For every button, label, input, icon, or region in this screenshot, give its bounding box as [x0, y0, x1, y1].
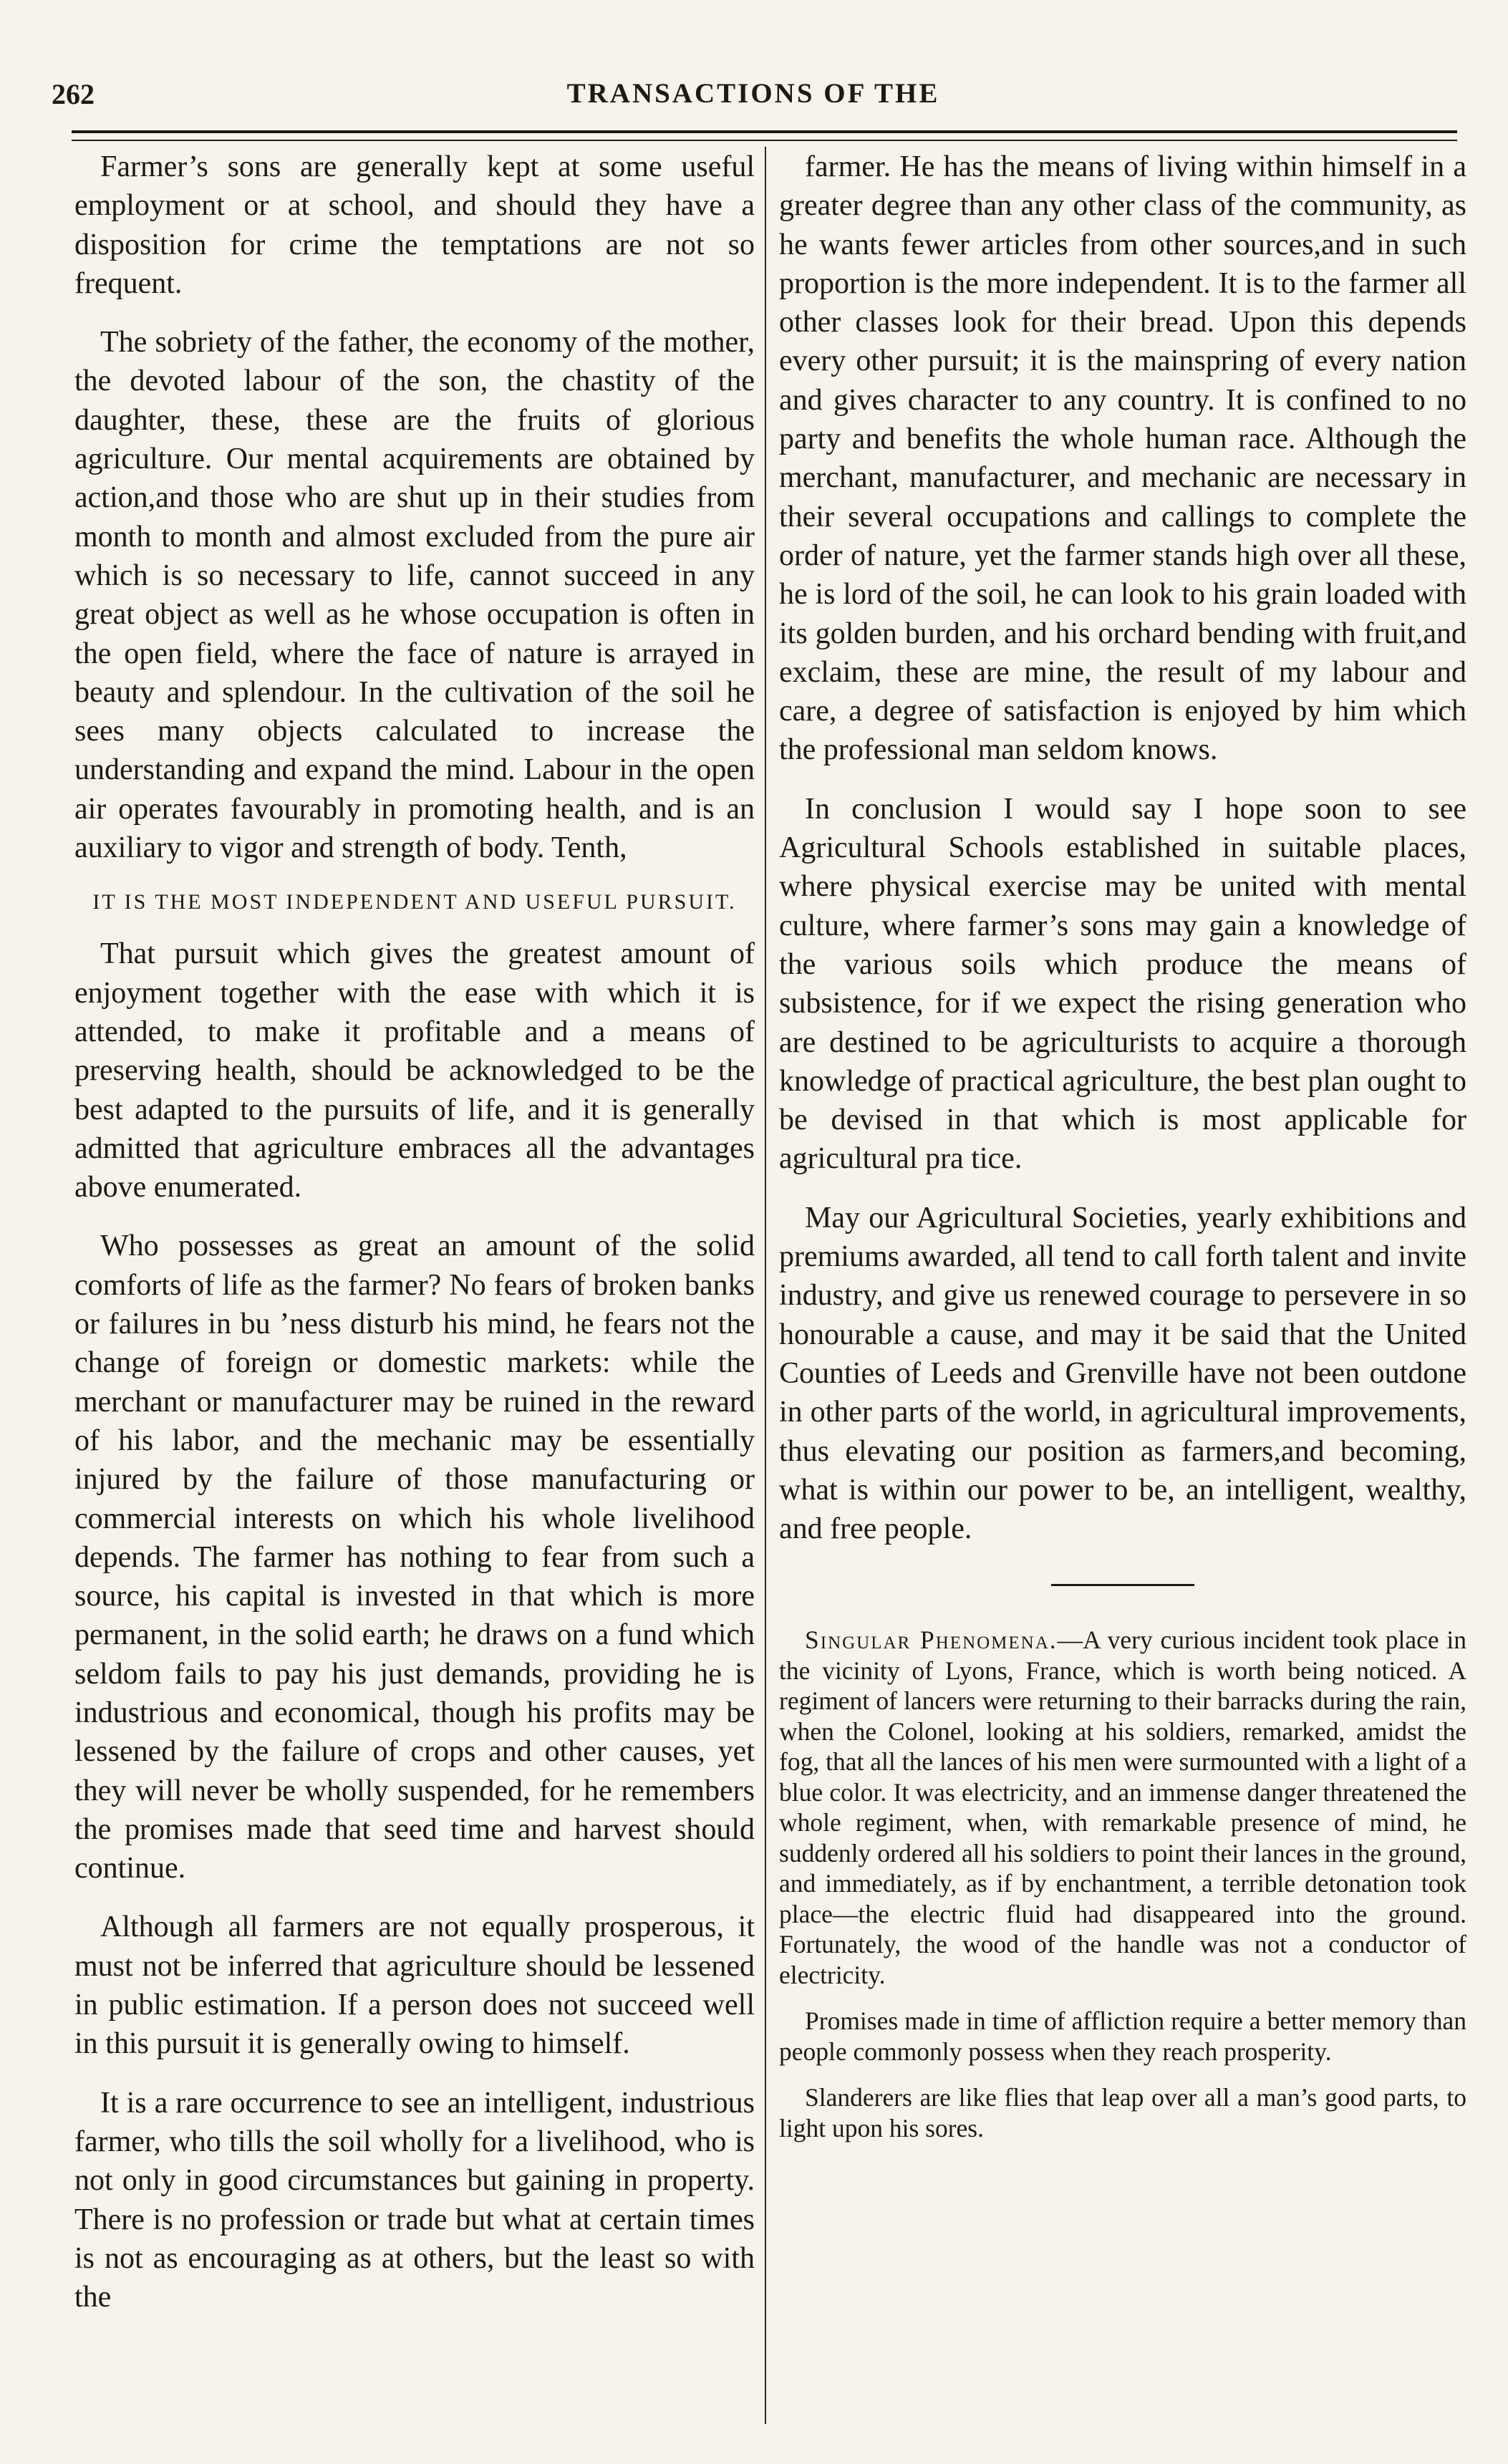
miscellany — [779, 1625, 1466, 2143]
column-divider — [765, 147, 766, 2424]
paragraph: That pursuit which gives the greatest amount of enjoyment together with the ease with which it is attended, to make it profitable and a means of preserving health, should be acknowledged to be the best adapted to the pursuits of life, and it is generally admitted that agriculture embraces all the advantages above enumerated. — [74, 937, 755, 1204]
page-header — [52, 77, 1455, 120]
paragraph: May our Agricultural Societies, yearly exhibitions and premiums awarded, all tend to call forth talent and invite industry, and give us renewed courage to persevere in so honourable a cause, and may it be said that the United Counties of Leeds and Grenville have not been outdone in other parts of the world, in agricultural improvements, thus elevating our position as farmers,and becoming, what is within our power to be, an intelligent, wealthy, and free people. — [779, 1201, 1466, 1546]
paragraph: It is a rare occurrence to see an intelligent, industrious farmer, who tills the soil wholly for a livelihood, who is not only in good circumstances but gaining in property. There is no profession or trade but what at certain times is not as encouraging as at others, but the least so with the — [74, 2086, 755, 2314]
paragraph: Who possesses as great an amount of the solid comforts of life as the farmer? No fears of broken banks or failures in bu ’ness disturb his mind, he fears not the change of foreign or domestic markets: while the merchant or manufacturer may be ruined in the reward of his labor, and the mechanic may be essentially injured by the failure of those manufacturing or commercial interests on which his whole livelihood depends. The farmer has nothing to fear from such a source, his capital is invested in that which is more permanent, in the solid earth; he draws on a fund which seldom fails to pay his just demands, providing he is industrious and economical, though his profits may be lessened by the failure of crops and other causes, yet they will never be wholly suspended, for he remembers the promises made that seed time and harvest should continue. — [74, 1229, 755, 1885]
paragraph: Although all farmers are not equally prosperous, it must not be inferred that agriculture should be lessened in public estimation. If a person does not succeed well in this pursuit it is generally owing to himself. — [74, 1910, 755, 2061]
paragraph: In conclusion I would say I hope soon to see Agricultural Schools established in suitable places, where physical exercise may be united with mental culture, where farmer’s sons may gain a knowledge of the various soils which produce the means of subsistence, for if we expect the rising generation who are destined to be agriculturists to acquire a thorough knowledge of practical agriculture, the best plan ought to be devised in that which is most applicable for agricultural pra tice. — [779, 792, 1466, 1176]
paragraph: Farmer’s sons are generally kept at some useful employment or at school, and should they have a disposition for crime the temptations are not so frequent. — [74, 150, 755, 300]
news-item-title: Singular Phenomena. — [805, 1625, 1058, 1655]
running-title: TRANSACTIONS OF THE — [566, 78, 940, 109]
paragraph: farmer. He has the means of living within himself in a greater degree than any other class of the community, as he wants fewer articles from other sources,and in such proportion is the more independent. It is to the farmer all other classes look for their bread. Upon this depends every other pursuit; it is the mainspring of every nation and gives character to any country. It is confined to no party and benefits the whole human race. Although the merchant, manufacturer, and mechanic are necessary in their several occupations and callings to complete the order of nature, yet the farmer stands high over all these, he is lord of the soil, he can look to his grain loaded with its golden burden, and his orchard bending with fruit,and exclaim, these are mine, the result of my labour and care, a degree of satisfaction is enjoyed by him which the professional man seldom knows. — [779, 150, 1466, 767]
left-column — [74, 148, 755, 2337]
maxim: Slanderers are like flies that leap over all a man’s good parts, to light upon his sores. — [779, 2083, 1466, 2142]
paragraph: The sobriety of the father, the economy of the mother, the devoted labour of the son, the chastity of the daughter, these, these are the fruits of glorious agriculture. Our mental acquirements are obtained by action,and those who are shut up in their studies from month to month and almost excluded from the pure air which is so necessary to life, cannot succeed in any great object as well as he whose occupation is often in the open field, where the face of nature is arrayed in beauty and splendour. In the cultivation of the soil he sees many objects calculated to increase the understanding and expand the mind. Labour in the open air operates favourably in promoting health, and is an auxiliary to vigor and strength of body. Tenth, — [74, 326, 755, 865]
section-heading: IT IS THE MOST INDEPENDENT AND USEFUL PURSUIT. — [92, 890, 737, 914]
maxim: Promises made in time of affliction require a better memory than people commonly possess when they reach prosperity. — [779, 2006, 1466, 2066]
section-separator — [1051, 1584, 1194, 1586]
news-item — [779, 1625, 1466, 1990]
news-item-text: —A very curious incident took place in the vicinity of Lyons, France, which is worth being noticed. A regiment of lancers were returning to their barracks during the rain, when the Colonel, looking at his soldiers, remarked, amidst the fog, that all the lances of his men were surmounted with a light of a blue color. It was electricity, and an immense danger threatened the whole regiment, when, with remarkable presence of mind, he suddenly ordered all his soldiers to point their lances in the ground, and immediately, as if by enchantment, a terrible detonation took place—the electric fluid had disappeared into the ground. Fortunately, the wood of the handle was not a conductor of electricity. — [779, 1625, 1466, 1989]
page-number: 262 — [52, 78, 95, 110]
right-column — [779, 148, 1466, 2159]
header-rule — [72, 130, 1457, 141]
